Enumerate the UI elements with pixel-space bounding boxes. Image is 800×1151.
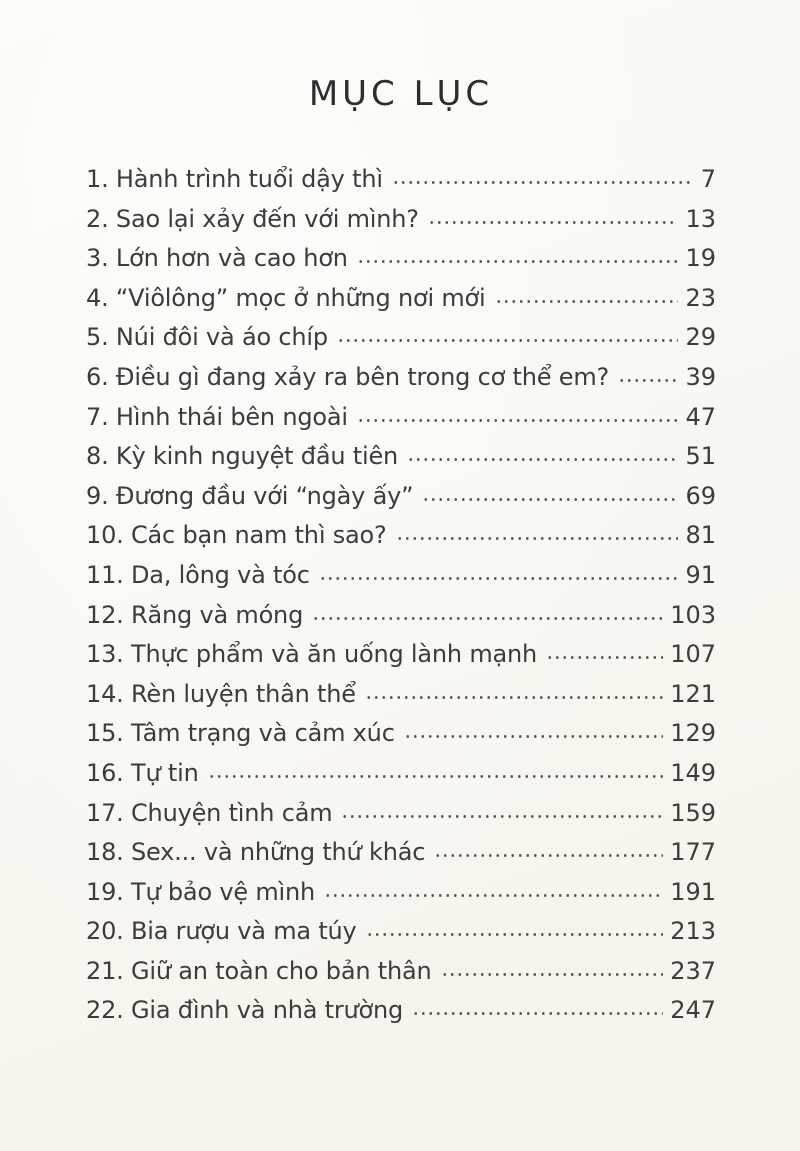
toc-entry [86,398,716,438]
toc-entry-title: 7. Hình thái bên ngoài [86,402,348,431]
dot-leader [208,775,664,778]
toc-entry-page: 23 [685,283,716,312]
toc-entry [86,200,716,240]
toc-entry [86,714,716,754]
toc-entry-title: 13. Thực phẩm và ăn uống lành mạnh [86,640,538,669]
toc-entry-page: 121 [670,679,716,708]
toc-entry-page: 103 [670,600,716,629]
toc-entry-page: 177 [670,838,716,867]
toc-entry-title: 21. Giữ an toàn cho bản thân [86,956,432,985]
toc-entry-page: 247 [670,996,716,1025]
toc-entry-title: 22. Gia đình và nhà trường [86,996,404,1025]
toc-entry-page: 129 [670,719,716,748]
toc-entry-title: 18. Sex... và những thứ khác [86,838,426,867]
toc-entry-page: 13 [685,204,716,233]
toc-entry-title: 1. Hành trình tuổi dậy thì [86,165,383,193]
toc-entry-page: 191 [670,877,716,906]
toc-entry-title: 17. Chuyện tình cảm [86,798,333,827]
dot-leader [618,379,678,382]
dot-leader [392,181,694,184]
dot-leader [324,894,663,897]
toc-entry-page: 159 [670,798,716,827]
dot-leader [404,735,663,738]
toc-entry-title: 6. Điều gì đang xảy ra bên trong cơ thể em? [86,362,610,391]
toc-entry-page: 19 [685,244,716,273]
toc-entry-page: 29 [685,323,716,352]
toc-entry [86,160,716,200]
dot-leader [434,854,663,857]
page-title: MỤC LỤC [308,74,494,114]
toc-entry [86,358,716,398]
toc-entry [86,794,716,834]
toc-entry-title: 2. Sao lại xảy đến với mình? [86,204,419,233]
toc-entry-title: 16. Tự tin [86,758,199,787]
dot-leader [407,458,678,461]
dot-leader [337,339,679,342]
toc-entry-title: 14. Rèn luyện thân thể [86,679,356,708]
toc-list [86,160,716,1031]
dot-leader [357,260,679,263]
toc-entry [86,516,716,556]
toc-entry [86,477,716,517]
dot-leader [396,537,679,540]
toc-entry-page: 51 [685,442,716,471]
toc-entry-page: 7 [700,165,716,193]
toc-entry-page: 107 [670,640,716,669]
toc-entry-page: 47 [685,402,716,431]
dot-leader [422,498,678,501]
toc-entry [86,239,716,279]
toc-entry-title: 10. Các bạn nam thì sao? [86,521,387,550]
toc-entry-title: 12. Răng và móng [86,600,304,629]
toc-entry [86,952,716,992]
toc-entry-page: 69 [685,481,716,510]
toc-entry [86,635,716,675]
dot-leader [365,696,663,699]
toc-entry-title: 8. Kỳ kinh nguyệt đầu tiên [86,442,399,471]
dot-leader [441,973,664,976]
dot-leader [366,933,664,936]
toc-entry-title: 11. Da, lông và tóc [86,560,310,589]
dot-leader [428,221,679,224]
toc-entry-page: 149 [670,758,716,787]
toc-entry-title: 20. Bia rượu và ma túy [86,917,357,946]
dot-leader [341,815,663,818]
toc-entry [86,318,716,358]
toc-entry [86,556,716,596]
toc-entry-page: 213 [670,917,716,946]
dot-leader [546,656,663,659]
dot-leader [412,1012,663,1015]
toc-entry-page: 39 [685,362,716,391]
toc-entry-title: 9. Đương đầu với “ngày ấy” [86,481,414,510]
toc-entry-page: 81 [685,521,716,550]
toc-entry [86,596,716,636]
toc-entry [86,754,716,794]
dot-leader [495,300,679,303]
dot-leader [357,419,679,422]
toc-entry [86,279,716,319]
toc-entry-title: 15. Tâm trạng và cảm xúc [86,719,395,748]
toc-entry [86,437,716,477]
toc-entry [86,873,716,913]
toc-entry [86,675,716,715]
toc-entry [86,991,716,1031]
toc-entry [86,912,716,952]
toc-entry-page: 237 [670,956,716,985]
dot-leader [312,617,663,620]
toc-entry-title: 4. “Viôlông” mọc ở những nơi mới [86,283,486,312]
toc-entry [86,833,716,873]
toc-entry-title: 5. Núi đôi và áo chíp [86,323,328,352]
toc-entry-title: 19. Tự bảo vệ mình [86,877,316,906]
dot-leader [319,577,679,580]
toc-entry-title: 3. Lớn hơn và cao hơn [86,244,348,273]
toc-entry-page: 91 [685,560,716,589]
